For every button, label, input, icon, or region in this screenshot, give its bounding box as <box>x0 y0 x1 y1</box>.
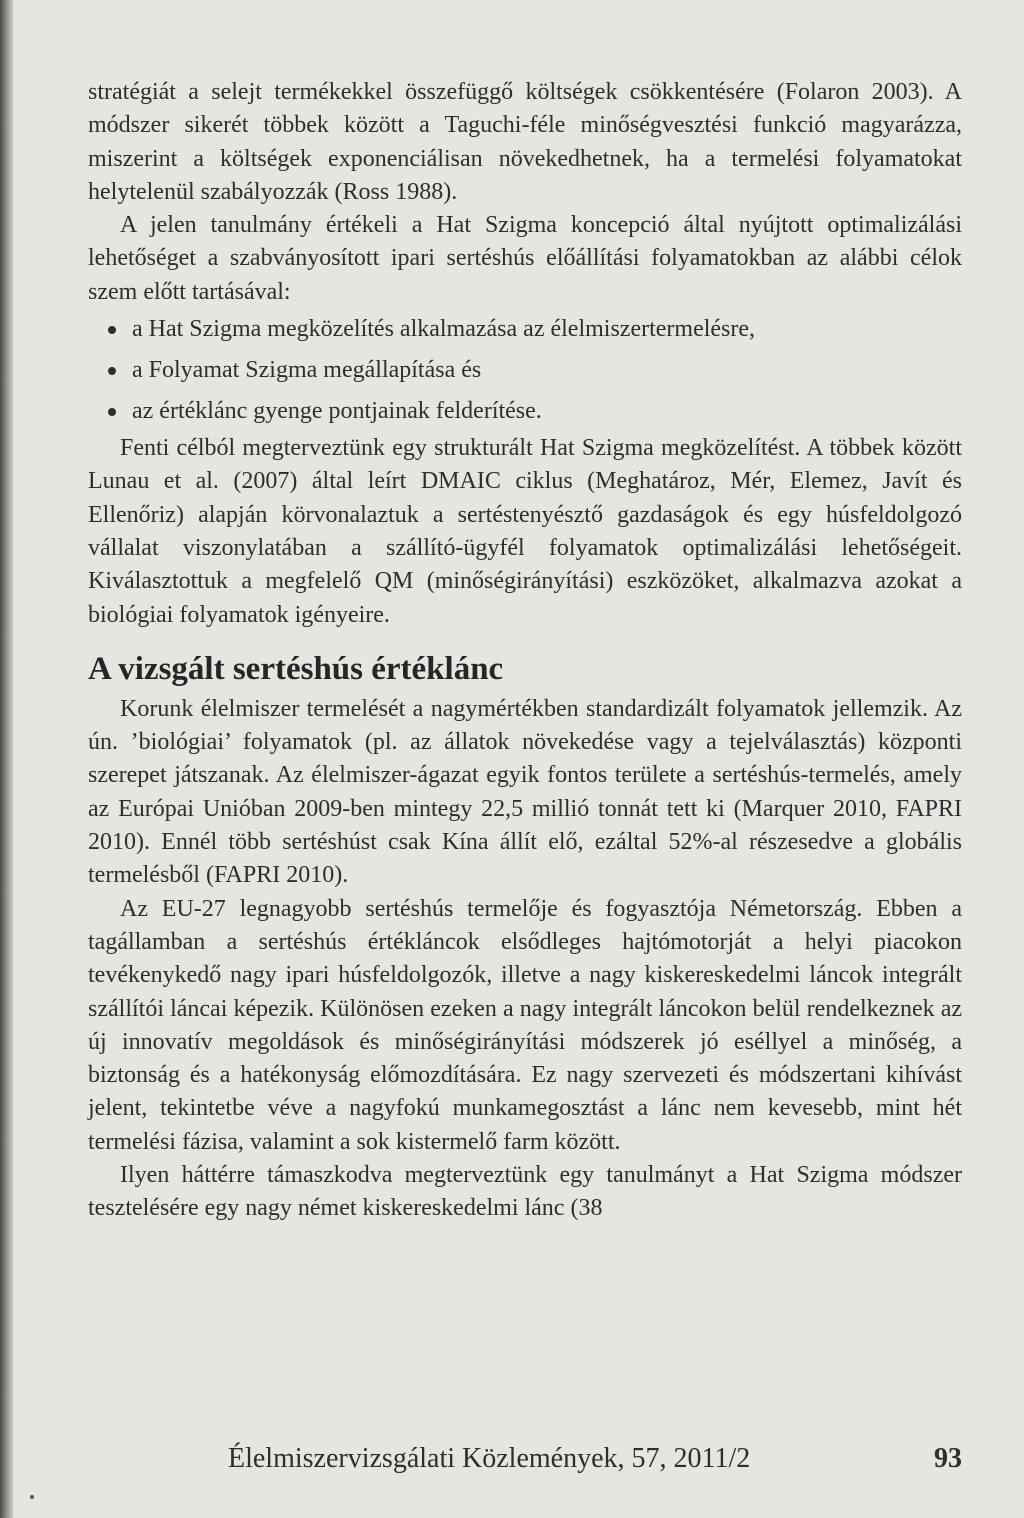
paragraph-study-aims: A jelen tanulmány értékeli a Hat Szigma koncepció által nyújtott optimalizálási lehetőséget a szabványosított ipari sertéshús előállítási folyamatokban az alábbi célok szem előtt tartásával: <box>88 212 962 305</box>
paragraph-study-design: Ilyen háttérre támaszkodva megterveztünk egy tanulmányt a Hat Szigma módszer tesztelésére egy nagy német kiskereskedelmi lánc (38 <box>88 1162 962 1222</box>
paragraph-dmaic: Fenti célból megterveztünk egy strukturált Hat Szigma megközelítést. A többek között Lunau et al. (2007) által leírt DMAIC ciklus (Meghatároz, Mér, Elemez, Javít és Ellenőriz) alapján körvonalaztuk a sertéstenyésztő gazdaságok és egy húsfeldolgozó vállalat viszonylatában a szállító-ügyfél folyamatok optimalizálási lehetőségeit. Kiválasztottuk a megfelelő QM (minőségirányítási) eszközöket, alkalmazva azokat a biológiai folyamatok igényeire. <box>88 435 962 628</box>
list-item: a Hat Szigma megközelítés alkalmazása az élelmiszertermelésre, <box>88 309 962 350</box>
scan-speck <box>30 1495 34 1499</box>
paragraph-food-production: Korunk élelmiszer termelését a nagymértékben standardizált folyamatok jellemzik. Az ún. ’biológiai’ folyamatok (pl. az állatok növekedése vagy a tejelválasztás) központi szerepet játszanak. Az élelmiszer-ágazat egyik fontos területe a sertéshús-termelés, amely az Európai Unióban 2009-ben mintegy 22,5 millió tonnát tett ki (Marquer 2010, FAPRI 2010). Ennél több sertéshúst csak Kína állít elő, ezáltal 52%-al részesedve a globális termelésből (FAPRI 2010). <box>88 695 962 889</box>
section-heading: A vizsgált sertéshús értéklánc <box>88 650 504 687</box>
aims-list <box>88 309 962 432</box>
paragraph-continuation: stratégiát a selejt termékekkel összefüggő költségek csökkentésére (Folaron 2003). A módszer sikerét többek között a Taguchi-féle minőségvesztési funkció magyarázza, miszerint a költségek exponenciálisan növekedhetnek, ha a termelési folyamatokat helytelenül szabályozzák (Ross 1988). <box>88 79 962 205</box>
list-item: a Folyamat Szigma megállapítása és <box>88 350 962 391</box>
page-number: 93 <box>934 1443 962 1474</box>
paragraph-germany: Az EU-27 legnagyobb sertéshús termelője és fogyasztója Németország. Ebben a tagállamban a sertéshús értékláncok elsődleges hajtómotorját a helyi piacokon tevékenykedő nagy ipari húsfeldolgozók, illetve a nagy kiskereskedelmi láncok integrált szállítói láncai képezik. Különösen ezeken a nagy integrált láncokon belül rendelkeznek az új innovatív megoldások és minőségirányítási módszerek jó eséllyel a minőség, a biztonság és a hatékonyság előmozdítására. Ez nagy szervezeti és módszertani kihívást jelent, tekintetbe véve a nagyfokú munkamegosztást a lánc nem kevesebb, mint hét termelési fázisa, valamint a sok kistermelő farm között. <box>88 895 962 1155</box>
page-body <box>88 76 962 1226</box>
book-binding-edge <box>0 0 13 1518</box>
journal-citation: Élelmiszervizsgálati Közlemények, 57, 2011/2 <box>228 1443 751 1474</box>
list-item: az értéklánc gyenge pontjainak felderítése. <box>88 391 962 432</box>
